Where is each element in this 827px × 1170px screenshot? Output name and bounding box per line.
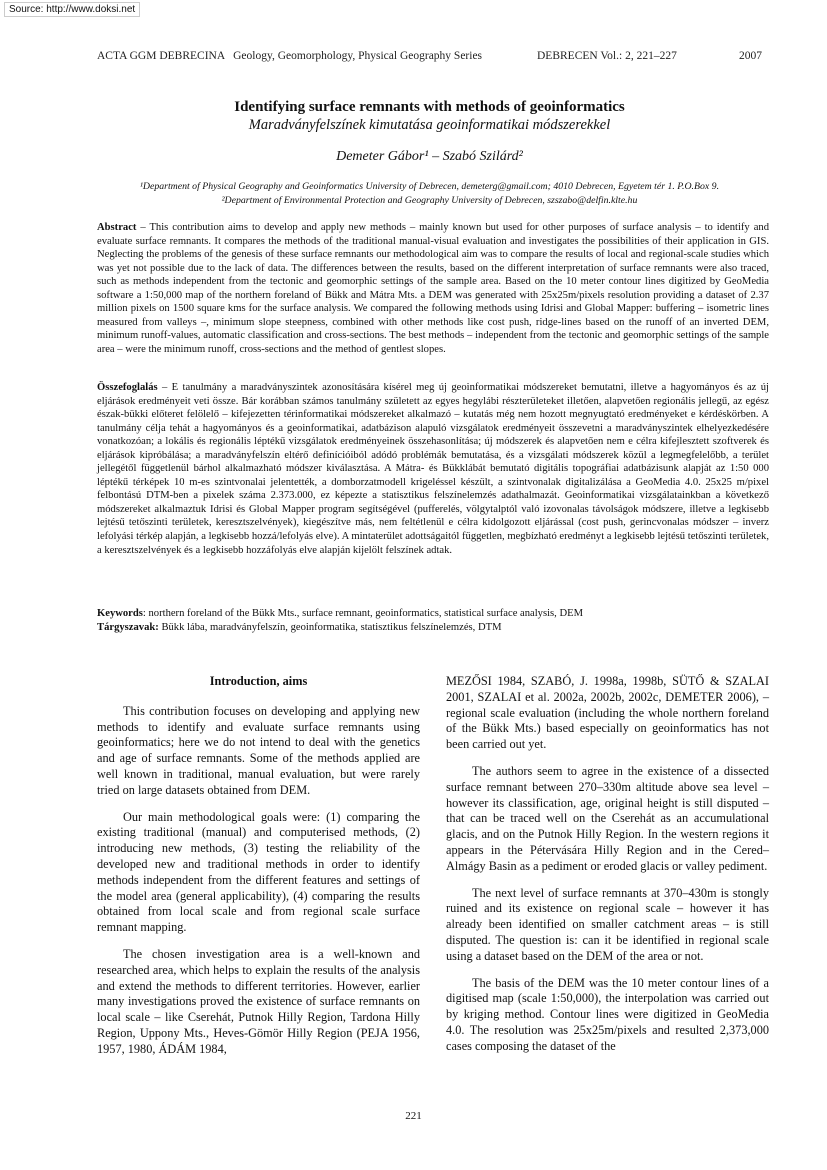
intro-paragraph-3-continued: MEZŐSI 1984, SZABÓ, J. 1998a, 1998b, SÜTŐ & SZALAI 2001, SZALAI et al. 2002a, 2002b, 2002c, DEMETER 2006), – regional scale evaluation (including the whole northern foreland of the Bükk Mts.) based especially on geoinformatics has not been carried out yet. bbox=[446, 674, 769, 752]
affiliation-2: ²Department of Environmental Protection and Geography University of Debrecen, szszabo@delfin.klte.hu bbox=[221, 195, 638, 206]
source-label: Source: http://www.doksi.net bbox=[4, 2, 140, 17]
keywords-label: Keywords bbox=[97, 608, 143, 619]
abstract-text: – This contribution aims to develop and apply new methods – mainly known but used for other purposes of surface analysis – to identify and evaluate surface remnants. It compares the methods of the traditional manual-visual evaluation and investigates the possibilities of their application in GIS. Neglecting the problems of the genesis of these surface remnants our methodological aim was to compare the results of local and regional-scale studies which was yet not possible due to the lack of data. The differences between the results, based on the different interpretation of surface remnants were also traced, such as methods independent from the tectonic and geomorphic settings of the sample area. Based on the 10 meter contour lines digitized by GeoMedia software a 1:50,000 map of the northern foreland of Bükk and Mátra Mts. a DEM was generated with 25x25m/pixels resolution providing a dataset of 2.37 million pixels on 1500 square kms for the surface analysis. We compared the following methods using Idrisi and Global Mapper: buffering – isometric lines measured from valleys –, minimum slope steepness, combined with other methods like cost push, ridge-lines based on the runoff of an inverted DEM, minimum runoff-values, automatic classification and cross-sections. The best methods – independent from the tectonic and geomorphic settings of the sample area – were the minimum runoff, cross-sections and the method of gentlest slopes. bbox=[97, 222, 769, 355]
volume-info: DEBRECEN Vol.: 2, 221–227 bbox=[537, 50, 677, 62]
targyszavak bbox=[97, 621, 769, 634]
intro-paragraph-4: The authors seem to agree in the existence of a dissected surface remnant between 270–330m altitude above sea level – however its classification, age, original height is still disputed – that can be traced well on the Cserehát as an accumulational glacis, and on the Putnok Hilly Region. In the western regions it appears in the Pétervására Hilly Region and in the Cered–Almágy Basin as a pediment or eroded glacis or valley pediment. bbox=[446, 763, 769, 873]
targyszavak-text: Bükk lába, maradványfelszín, geoinformatika, statisztikus felszínelemzés, DTM bbox=[158, 622, 502, 633]
authors: Demeter Gábor¹ – Szabó Szilárd² bbox=[336, 149, 523, 164]
paper-title: Identifying surface remnants with methods of geoinformatics bbox=[234, 99, 625, 115]
intro-paragraph-3: The chosen investigation area is a well-known and researched area, which helps to explain the results of the analysis and extend the methods to different territories. However, earlier many investigations proved the existence of surface remnants on local scale – like Cserehát, Putnok Hilly Region, Tardona Hilly Region, Uppony Mts., Heves-Gömör Hilly Region (PEJA 1956, 1957, 1980, ÁDÁM 1984, bbox=[97, 946, 420, 1056]
osszefoglalas bbox=[97, 381, 769, 557]
osszefoglalas-label: Összefoglalás bbox=[97, 382, 158, 393]
osszefoglalas-text: – E tanulmány a maradványszintek azonosítására kísérel meg új geoinformatikai módszereket bemutatni, illetve a hagyományos és az új eljárások eredményeit veti össze. Bár korábban számos tanulmány született az egyes hegylábi részterületeket illetően, alapvetően regionális jellegű, az egész észak-bükki előteret felölelő – kifejezetten térinformatikai módszereket alkalmazó – kutatás még nem hozott megnyugtató eredményeket e kérdéskörben. A tanulmány célja tehát a hagyományos és a geoinformatikai, adatbázison alapuló vizsgálatok eredményeit összevetni a maradványszintek elhelyezkedésére vonatkozóan; a lokális és regionális léptékű vizsgálatok eredményeinek összehasonlítása; új módszerek és alapvetően nem e célra kifejlesztett szoftverek és eljárások kipróbálása; a maradványfelszín eltérő definícióiból adódó problémák bemutatása, és a vizsgálati módszerek közül a legmegfelelőbb, a terület jellegétől függetlenül bárhol alkalmazható módszer kiválasztása. A Mátra- és Bükklábát bemutató digitális topográfiai adatbázisunk alapját az 1:50 000 léptékű térképek 10 m-es szintvonalai jelentették, a domborzatmodell krigeléssel készült, a szintvonalak digitalizálása a GeoMedia 4.0. 25x25 m/pixel felbontású DTM-ben a pixelek száma 2.373.000, ez képezte a statisztikus felszínelemzés adathalmazát. Geoinformatikai vizsgálatainkban a következő módszereket alkalmaztuk Idrisi és Global Mapper program segítségével (pufferelés, völgytalptól való izovonalas távolságok módszere, illetve a legkisebb lejtésű tetőszinti területek, keresztszelvények), kiegészítve más, nem feltétlenül e célra kidolgozott eljárással (cost push, gerincvonalas módszer – inverz lefolyási térkép alapján, a legkisebb hozzá/lefolyás elve). A mintaterület adottságaitól független, megbízható eredményt a legkisebb lejtésű tetőszinti területek, a keresztszelvények és a legkisebb hozzáfolyás elve alapján kijelölt felszínek adtak. bbox=[97, 382, 769, 556]
intro-paragraph-1: This contribution focuses on developing and applying new methods to identify and evaluate surface remnants using geoinformatics; here we do not intend to deal with the genetics and age of surface remnants. Some of the methods applied are well known in traditional, manual evaluation, but were rarely tried on large datasets obtained from DEM. bbox=[97, 703, 420, 797]
year: 2007 bbox=[739, 50, 762, 62]
intro-paragraph-5: The next level of surface remnants at 370–430m is stongly ruined and its existence on regional scale – however it has already been identified on smaller catchment areas – is still disputed. The question is: can it be identified in regional scale using a dataset based on the DEM of the area or not. bbox=[446, 885, 769, 963]
right-column bbox=[446, 674, 769, 1066]
abstract-label: Abstract bbox=[97, 222, 137, 233]
left-column bbox=[97, 674, 420, 1069]
journal-name: ACTA GGM DEBRECINA Geology, Geomorphology, Physical Geography Series bbox=[97, 50, 483, 62]
page-number: 221 bbox=[405, 1110, 422, 1122]
targyszavak-label: Tárgyszavak: bbox=[97, 622, 159, 633]
intro-paragraph-6: The basis of the DEM was the 10 meter contour lines of a digitised map (scale 1:50,000), the interpolation was carried out by kriging method. Contour lines were digitized in GeoMedia 4.0. The resolution was 25x25m/pixels and resulted 2,373,000 cases composing the dataset of the bbox=[446, 975, 769, 1053]
keywords-text: : northern foreland of the Bükk Mts., surface remnant, geoinformatics, statistical surface analysis, DEM bbox=[142, 608, 584, 619]
keywords bbox=[97, 607, 769, 620]
abstract bbox=[97, 221, 769, 356]
section-heading: Introduction, aims bbox=[209, 674, 308, 688]
paper-subtitle: Maradványfelszínek kimutatása geoinformatikai módszerekkel bbox=[248, 117, 611, 133]
intro-paragraph-2: Our main methodological goals were: (1) comparing the existing traditional (manual) and computerised methods, (2) introducing new methods, (3) testing the reliability of the developed new and traditional methods in order to identify methods independent from the different features and settings of the model area (general applicability), (4) comparing the results obtained from local scale and from regional scale surface remnant mapping. bbox=[97, 809, 420, 935]
affiliation-1: ¹Department of Physical Geography and Geoinformatics University of Debrecen, demeterg@gmail.com; 4010 Debrecen, Egyetem tér 1. P.O.Box 9. bbox=[139, 181, 720, 192]
